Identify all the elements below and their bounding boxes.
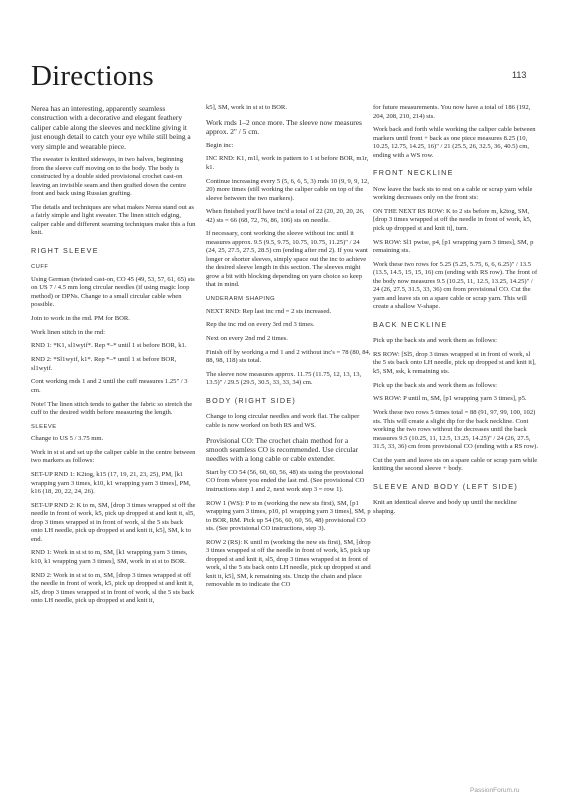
paragraph: If necessary, cont working the sleeve without inc until it measures approx. 9.5 (9.5, 9.75, 10.75, 10.75, 11.25)" / 24 (24, 25, 27.5, 27.5, 28.5) cm (ending after rnd 2). If you want longer or shorter sleeves, simply space out the inc to achieve the desired sleeve length in this section. The sleeves might grow a bit with blocking depending on yarn choice so keep that in mind. <box>206 230 368 289</box>
paragraph: SET-UP RND 1: K2tog, k15 (17, 19, 21, 23, 25), PM, [k1 wrapping yarn 3 times, k10, k1 wrapping yarn 3 times], PM, k16 (18, 20, 22, 24, 26). <box>31 471 191 496</box>
paragraph: Provisional CO: The crochet chain method for a smooth seamless CO is recommended. Use circular needles with a long cable or cable extender. <box>206 435 359 464</box>
section-heading: FRONT NECKLINE <box>373 168 454 178</box>
paragraph: When finished you'll have inc'd a total of 22 (20, 20, 20, 26, 42) sts = 66 (68, 72, 76, 86, 106) sts on needle. <box>206 208 365 224</box>
paragraph: Next on every 2nd rnd 2 times. <box>206 335 288 342</box>
paragraph: Work rnds 1–2 once more. The sleeve now measures approx. 2" / 5 cm. <box>206 117 362 137</box>
paragraph: Pick up the back sts and work them as follows: <box>373 381 497 389</box>
paragraph: WS ROW: P until m, SM, [p1 wrapping yarn 3 times], p5. <box>373 395 527 403</box>
paragraph: ROW 2 (RS): K until m (working the new sts first), SM, [drop 3 times wrapped st off the needle in front of work, k5, pick up dropped st and knit it, sl5, drop 3 times wrapped st in front of work, sl the 5 sts back onto LH needle, pick up dropped st and knit it, k5], SM, k remaining sts. Unzip the chain and place removable m to indicate the CO <box>206 538 371 589</box>
paragraph: RND 1: Work in st st to m, SM, [k1 wrapping yarn 3 times, k10, k1 wrapping yarn 3 times], SM, work in st st to BOR. <box>31 549 188 565</box>
paragraph: Knit an identical sleeve and body up until the neckline shaping. <box>373 499 517 515</box>
paragraph: Work linen stitch in the rnd: <box>31 328 106 336</box>
paragraph: Work back and forth while working the caliper cable between markers until front + back as one piece measures 8.25 (10, 10.25, 12.75, 14.25, 16)" / 21 (25.5, 26, 32.5, 36, 40.5) cm, ending with a WS row. <box>373 126 536 159</box>
watermark: PassionForum.ru <box>470 787 520 794</box>
subsection-heading: SLEEVE <box>31 423 57 430</box>
subsection-heading: CUFF <box>31 264 49 271</box>
paragraph: SET-UP RND 2: K to m, SM, [drop 3 times wrapped st off the needle in front of work, k5, pick up dropped st and knit it, sl5, drop 3 times wrapped st in front of work, sl the 5 sts back onto LH needle, pick up dropped st and knit it, k5], SM, k to end. <box>31 501 196 543</box>
paragraph: Join to work in the rnd. PM for BOR. <box>31 315 130 323</box>
page-number: 113 <box>512 70 527 80</box>
column-2 <box>206 104 371 595</box>
paragraph: Start by CO 54 (56, 60, 60, 56, 48) sts using the provisional CO from where you ended the last rnd. (See provisional CO instructions step 1 and 2, next work step 3 = row 1). <box>206 468 365 493</box>
paragraph: Work in st st and set up the caliper cable in the centre between two markers as follows: <box>31 448 196 465</box>
paragraph: Now leave the back sts to rest on a cable or scrap yarn while working decreases only on the front sts: <box>373 185 533 202</box>
paragraph: RND 1: *K1, sl1wyif*. Rep *–* until 1 st before BOR, k1. <box>31 342 187 350</box>
paragraph: k5], SM, work in st st to BOR. <box>206 104 287 111</box>
paragraph: Work these two rows for 5.25 (5.25, 5.75, 6, 6, 6.25)" / 13.5 (13.5, 14.5, 15, 15, 16) cm (ending with RS row). The front of the body now measures 9.5 (10.25, 11, 12.5, 13.25, 14.25)" / 24 (26, 27.5, 31.5, 33, 36) cm from provisional CO. Cut the yarn and leave sts on a spare cable or scrap yarn. This will create a shallow V-shape. <box>373 260 538 311</box>
paragraph: Continue increasing every 5 (5, 6, 6, 5, 3) rnds 10 (9, 9, 9, 12, 20) more times (still working the caliper cable on top of the sleeve between the two markers). <box>206 177 369 202</box>
paragraph: for future measurements. You now have a total of 186 (192, 204, 208, 210, 214) sts. <box>373 104 531 120</box>
section-heading: RIGHT SLEEVE <box>31 245 99 255</box>
paragraph: RS ROW: [Sl5, drop 3 times wrapped st in front of work, sl the 5 sts back onto LH needle, pick up dropped st and knit it], k5, SM, ssk, k remaining sts. <box>373 350 536 375</box>
paragraph: Note! The linen stitch tends to gather the fabric so stretch the cuff to the desired width before measuring the length. <box>31 400 193 417</box>
section-heading: BACK NECKLINE <box>373 319 448 329</box>
column-1 <box>31 104 196 611</box>
paragraph: Cut the yarn and leave sts on a spare cable or scrap yarn while knitting the second sleeve + body. <box>373 456 538 473</box>
paragraph: Change to long circular needles and work flat. The caliper cable is now worked on both RS and WS. <box>206 413 360 429</box>
paragraph: ON THE NEXT RS ROW: K to 2 sts before m, k2tog, SM, [drop 3 times wrapped st off the needle in front of work, k5, pick up dropped st and knit it], turn. <box>373 207 532 232</box>
paragraph: NEXT RND: Rep last inc rnd = 2 sts increased. <box>206 307 332 315</box>
paragraph: RND 2: *Sl1wyif, k1*. Rep *–* until 1 st before BOR, sl1wyif. <box>31 356 177 372</box>
paragraph: Work these two rows 5 times total = 88 (91, 97, 99, 100, 102) sts. This will create a slight dip for the back neckline. Cont working the two rows without the decreases until the back measures 9.5 (10.25, 11, 12.5, 13.25, 14.25)" / 24 (26, 27.5, 31.5, 33, 36) cm from provisional CO (ending with a RS row). <box>373 409 539 450</box>
section-heading: BODY (RIGHT SIDE) <box>206 395 297 405</box>
paragraph: The sweater is knitted sideways, in two halves, beginning from the sleeve cuff moving on to the body. The body is constructed by a double sided provisional crochet cast-on leaving an invisible seam and then grafted down the centre front and back using Russian grafting. <box>31 156 187 198</box>
page-title: Directions <box>31 60 154 92</box>
section-heading: SLEEVE AND BODY (LEFT SIDE) <box>373 481 519 491</box>
paragraph: Nerea has an interesting, apparently seamless construction with a decorative and elegant feathery caliper cable along the sleeves and neckline giving it just enough detail to catch your eye while still being a very simple and wearable piece. <box>31 104 191 151</box>
paragraph: Pick up the back sts and work them as follows: <box>373 337 497 345</box>
paragraph: Using German (twisted cast-on, CO 45 (49, 53, 57, 61, 65) sts on US 7 / 4.5 mm long circular needles (if using magic loop method) or DPNs. Change to a small circular cable when possible. <box>31 275 195 309</box>
paragraph: Change to US 5 / 3.75 mm. <box>31 435 104 443</box>
paragraph: WS ROW: Sl1 pwise, p4, [p1 wrapping yarn 3 times], SM, p remaining sts. <box>373 238 534 255</box>
paragraph: Rep the inc rnd on every 3rd rnd 3 times. <box>206 321 315 329</box>
paragraph: Cont working rnds 1 and 2 until the cuff measures 1.25" / 3 cm. <box>31 378 188 394</box>
paragraph: The details and techniques are what makes Nerea stand out as a fairly simple and light sweater. The linen stitch edging, caliper cable and different seaming techniques make this a fun knit. <box>31 203 196 237</box>
paragraph: Begin inc: <box>206 141 234 149</box>
paragraph: The sleeve now measures approx. 11.75 (11.75, 12, 13, 13, 13.5)" / 29.5 (29.5, 30.5, 33, 33, 34) cm. <box>206 370 362 387</box>
paragraph: ROW 1 (WS): P to m (working the new sts first), SM, [p1 wrapping yarn 3 times, p10, p1 wrapping yarn 3 times], SM, p to BOR, RM. Pick up 54 (56, 60, 60, 56, 48) provisional CO sts. (See provisional CO instructions, step 3). <box>206 499 371 533</box>
paragraph: Finish off by working a rnd 1 and 2 without inc's = 78 (80, 84, 88, 98, 118) sts total. <box>206 348 371 365</box>
subsection-heading: UNDERARM SHAPING <box>206 296 276 303</box>
paragraph: RND 2: Work in st st to m, SM, [drop 3 times wrapped st off the needle in front of work, k5, pick up dropped st and knit it, sl5, drop 3 times wrapped st in front of work, sl the 5 sts back onto LH needle, pick up dropped st and knit it, <box>31 571 194 605</box>
column-3 <box>373 104 538 521</box>
paragraph: INC RND: K1, m1l, work in pattern to 1 st before BOR, m1r, k1. <box>206 155 369 171</box>
